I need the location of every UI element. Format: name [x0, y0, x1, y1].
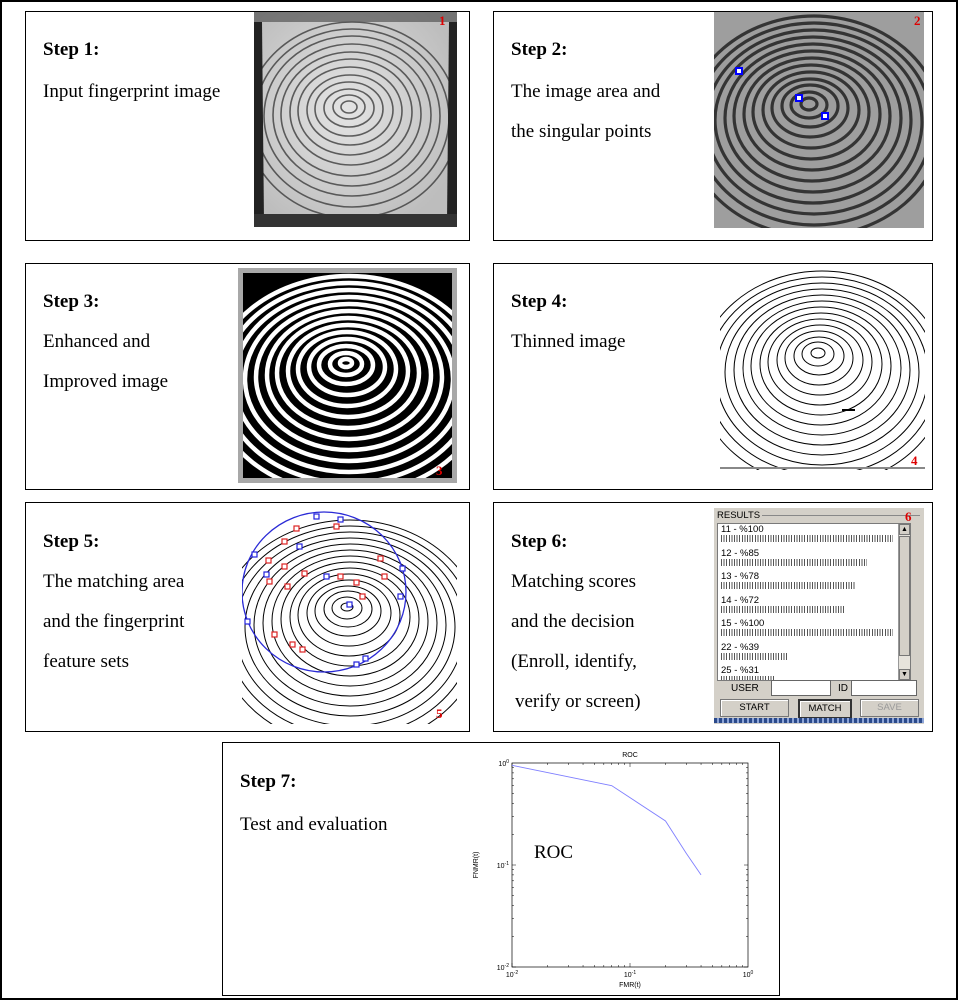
- step5-line2: and the fingerprint: [43, 611, 185, 632]
- badge-3: 3: [436, 463, 443, 478]
- roc-plot-area: [512, 763, 748, 967]
- step6-line3: (Enroll, identify,: [511, 651, 637, 672]
- step4-title: Step 4:: [511, 291, 568, 312]
- step5-line3: feature sets: [43, 651, 129, 672]
- step6-line1: Matching scores: [511, 571, 637, 592]
- step1-title: Step 1:: [43, 39, 100, 60]
- step7-line1: Test and evaluation: [240, 814, 388, 835]
- y-tick-label: $10^{-1}$: [496, 861, 509, 870]
- results-list[interactable]: [717, 523, 911, 681]
- step2-line1: The image area and: [511, 81, 661, 102]
- roc-title: ROC: [622, 752, 638, 759]
- result-row[interactable]: [718, 571, 898, 595]
- badge-5: 5: [436, 706, 443, 721]
- results-panel: [714, 508, 924, 724]
- badge-6: 6: [905, 509, 912, 524]
- result-score-bar: [721, 676, 774, 681]
- result-score-label: 13 - %78: [721, 571, 760, 582]
- fingerprint-enhanced-image: [238, 268, 457, 483]
- start-button[interactable]: START: [720, 699, 789, 717]
- status-strip: [714, 718, 924, 723]
- fingerprint-thinned-image: [720, 265, 925, 470]
- result-row[interactable]: [718, 595, 898, 619]
- scroll-down-arrow-icon[interactable]: ▼: [899, 669, 910, 680]
- step6-title: Step 6:: [511, 531, 568, 552]
- result-row[interactable]: [718, 665, 898, 681]
- step6-line2: and the decision: [511, 611, 635, 632]
- roc-chart: [458, 745, 778, 995]
- x-tick-label: $10^{-2}$: [505, 970, 519, 979]
- step5-line1: The matching area: [43, 571, 185, 592]
- step3-line2: Improved image: [43, 371, 169, 392]
- result-score-bar: [721, 582, 855, 589]
- step3-line1: Enhanced and: [43, 331, 151, 352]
- fingerprint-input-image: [254, 12, 457, 227]
- fingerprint-singular-points-image: [714, 12, 924, 228]
- scroll-up-arrow-icon[interactable]: ▲: [899, 524, 910, 535]
- step1-line1: Input fingerprint image: [43, 81, 221, 102]
- result-score-label: 11 - %100: [721, 524, 764, 535]
- scroll-thumb[interactable]: [899, 536, 910, 656]
- results-title: RESULTS: [717, 510, 761, 521]
- step2-title: Step 2:: [511, 39, 568, 60]
- user-input[interactable]: [771, 680, 831, 696]
- badge-2: 2: [914, 13, 921, 28]
- result-score-bar: [721, 629, 893, 636]
- result-row[interactable]: [718, 642, 898, 666]
- x-axis-label: FMR(t): [619, 982, 641, 989]
- result-score-bar: [721, 559, 867, 566]
- y-tick-label: $10^{-2}$: [496, 963, 509, 972]
- save-button[interactable]: SAVE: [860, 699, 919, 717]
- x-tick-label: $10^{-1}$: [623, 970, 637, 979]
- id-input[interactable]: [851, 680, 917, 696]
- step7-title: Step 7:: [240, 771, 297, 792]
- result-score-label: 15 - %100: [721, 618, 765, 629]
- result-row[interactable]: [718, 548, 898, 572]
- y-tick-label: $10^0$: [498, 759, 509, 768]
- id-label: ID: [838, 683, 848, 694]
- result-score-label: 12 - %85: [721, 547, 760, 559]
- step2-line2: the singular points: [511, 121, 652, 142]
- result-score-label: 22 - %39: [721, 641, 760, 653]
- result-score-label: 14 - %72: [721, 594, 760, 606]
- y-axis-label: FNMR(t): [473, 851, 480, 879]
- x-tick-label: $10^0$: [742, 970, 754, 979]
- badge-4: 4: [911, 453, 918, 468]
- user-label: USER: [731, 683, 759, 694]
- results-group-line: [762, 515, 920, 516]
- results-scrollbar[interactable]: [898, 524, 910, 680]
- result-score-bar: [721, 535, 893, 542]
- step6-line4: verify or screen): [515, 691, 641, 712]
- result-score-bar: [721, 653, 788, 660]
- badge-1: 1: [439, 13, 446, 28]
- result-row[interactable]: [718, 618, 898, 642]
- step3-title: Step 3:: [43, 291, 100, 312]
- roc-annotation: ROC: [534, 842, 574, 863]
- result-score-label: 25 - %31: [721, 665, 760, 676]
- step5-title: Step 5:: [43, 531, 100, 552]
- fingerprint-matching-area-image: [242, 504, 457, 724]
- result-row[interactable]: [718, 524, 898, 548]
- match-button[interactable]: MATCH: [798, 699, 852, 719]
- step4-line1: Thinned image: [511, 331, 626, 352]
- result-score-bar: [721, 606, 845, 613]
